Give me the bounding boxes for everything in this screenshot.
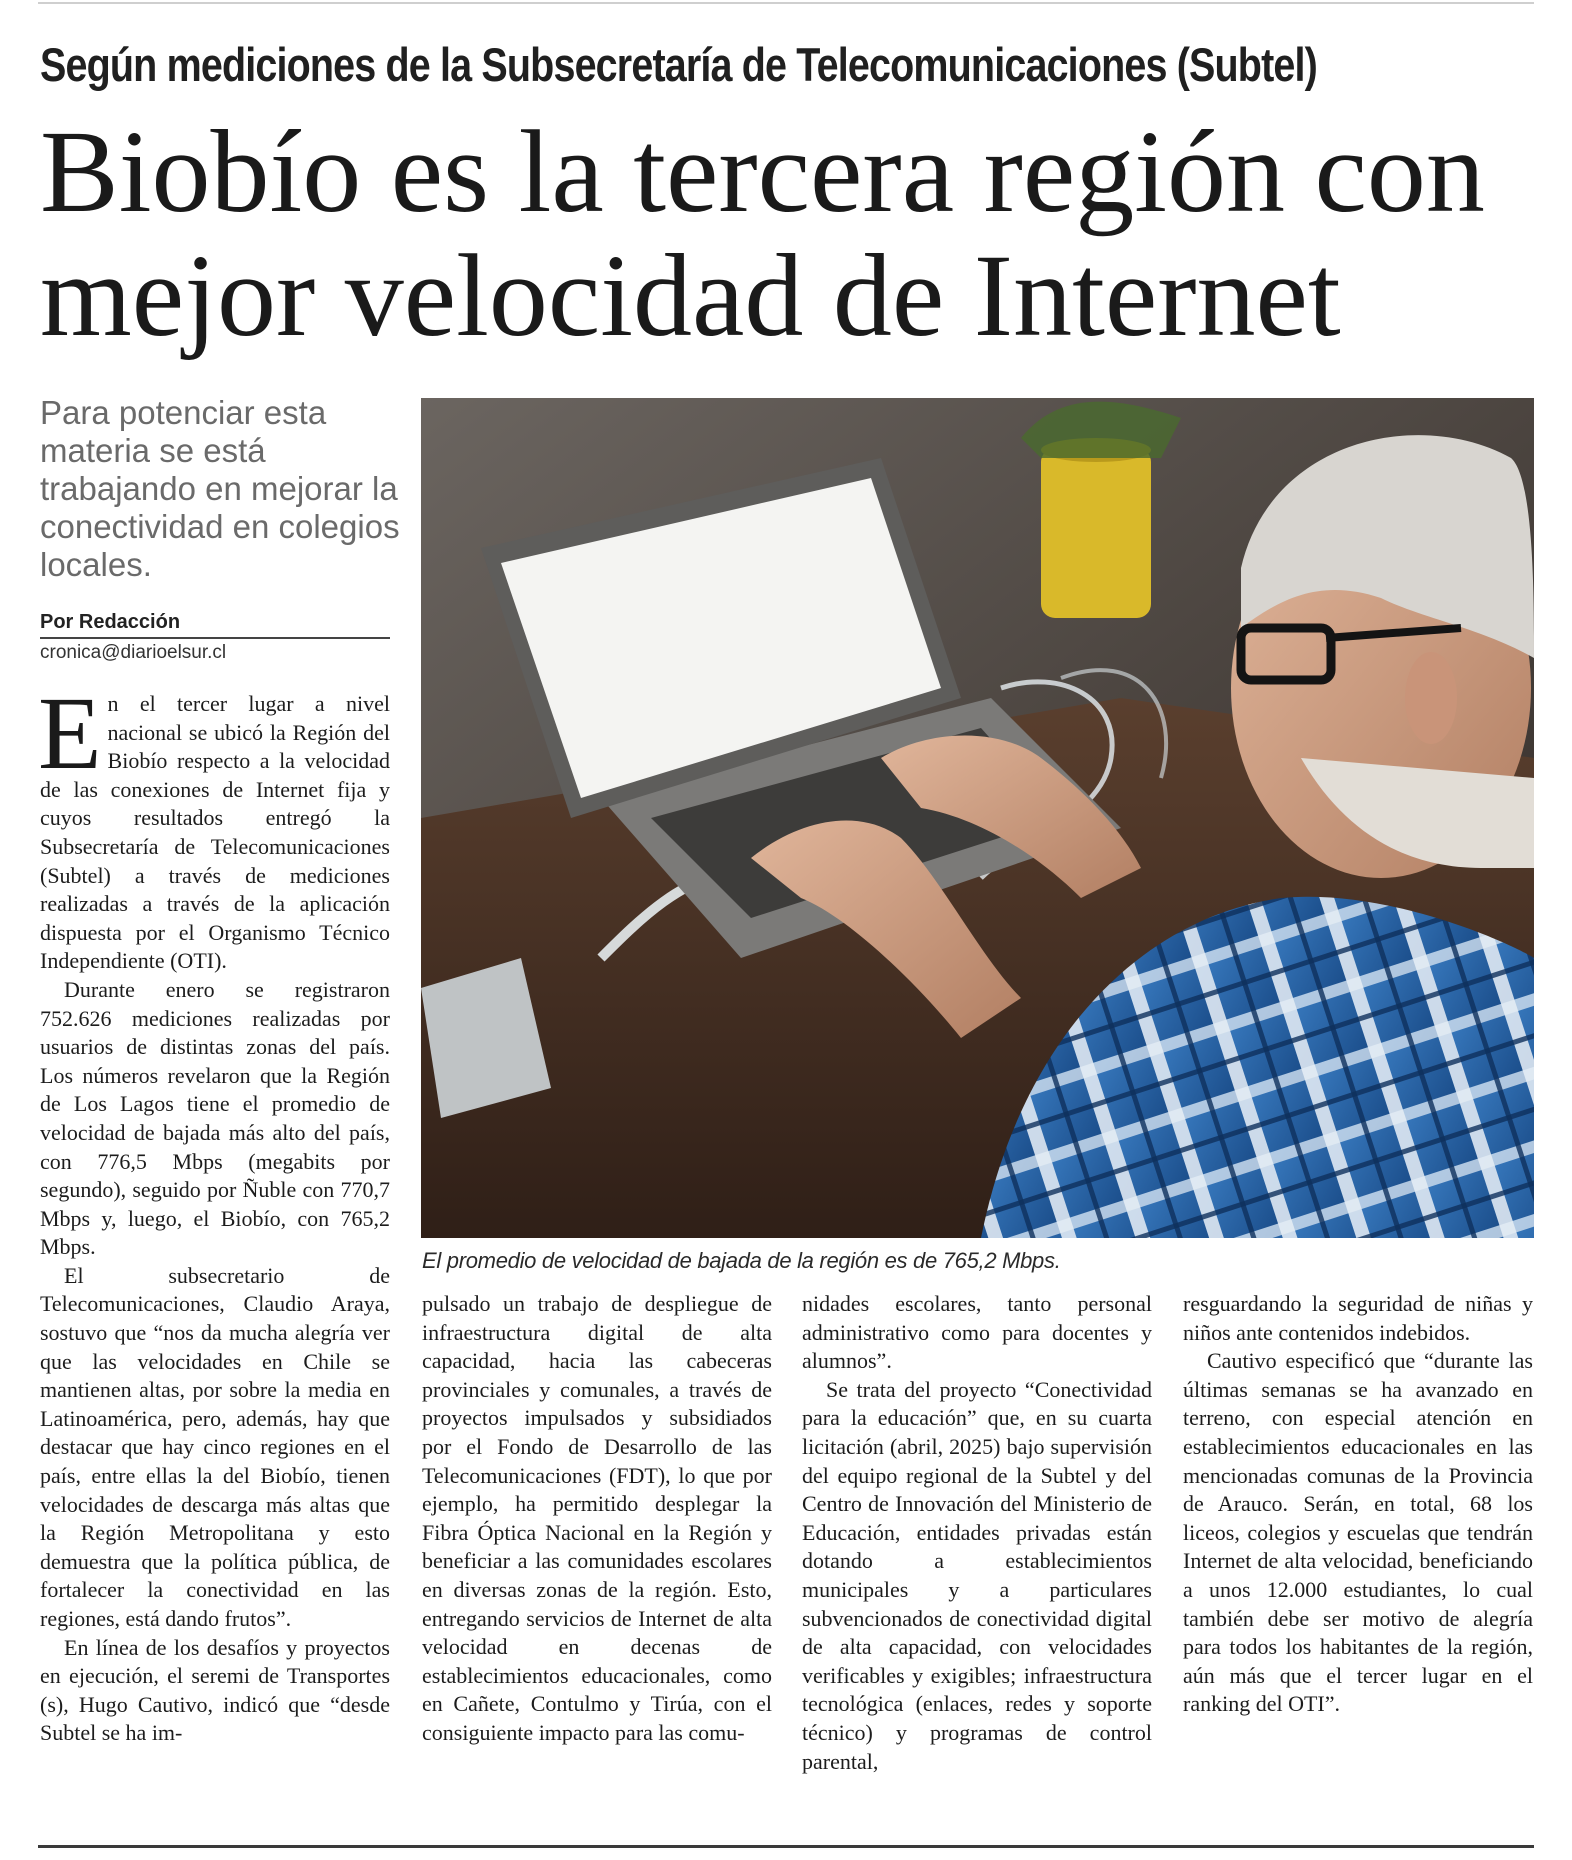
paragraph-9: Cautivo especificó que “durante las últimas semanas se ha avanzado en terreno, con especial atención en establecimientos educacionales en las mencionadas comunas de la Provincia de Arauco. Serán, en total, 68 los liceos, colegios y escuelas que tendrán Internet de alta velocidad, beneficiando a unos 12.000 estudiantes, lo cual también debe ser motivo de alegría para todos los habitantes de la región, aún más que el tercer lugar en el ranking del OTI”. (1183, 1348, 1533, 1717)
byline-email: cronica@diarioelsur.cl (40, 642, 227, 663)
bottom-rule (38, 1845, 1534, 1848)
top-rule (38, 2, 1534, 4)
drop-cap: E (38, 676, 102, 791)
article-headline (40, 106, 1560, 361)
article-deck: Para potenciar esta materia se está trabajando en mejorar la conectividad en colegios locales. (40, 394, 400, 583)
paragraph-6: nidades escolares, tanto personal administrativo como para docentes y alumnos”. (802, 1291, 1152, 1374)
paragraph-1: En el tercer lugar a nivel nacional se ubicó la Región del Biobío respecto a la velocidad de las conexiones de Internet fija y cuyos resultados entregó la Subsecretaría de Telecomunicaciones (Subtel) a través de mediciones realizadas a través de la aplicación dispuesta por el Organismo Técnico Independiente (OTI). (38, 676, 390, 974)
text-column-1 (38, 676, 390, 1748)
byline (40, 609, 390, 667)
paragraph-5: pulsado un trabajo de despliegue de infraestructura digital de alta capacidad, hacia las cabeceras provinciales y comunales, a través de proyectos impulsados y subsidiados por el Fondo de Desarrollo de las Telecomunicaciones (FDT), lo que por ejemplo, ha permitido desplegar la Fibra Óptica Nacional en la Región y beneficiar a las comunidades escolares en diversas zonas de la región. Esto, entregando servicios de Internet de alta velocidad en decenas de establecimientos educacionales, como en Cañete, Contulmo y Tirúa, con el consiguiente impacto para las comu- (422, 1291, 772, 1745)
headline-line-1: Biobío es la tercera región con (40, 106, 1485, 237)
paragraph-3: El subsecretario de Telecomunicaciones, Claudio Araya, sostuvo que “nos da mucha alegría ver que las velocidades en Chile se mantienen altas, por sobre la media en Latinoamérica, pero, además, hay que destacar que hay cinco regiones en el país, entre ellas la del Biobío, tienen velocidades de descarga más altas que la Región Metropolitana y esto demuestra que la política pública, de fortalecer la conectividad en las regiones, está dando frutos”. (40, 1262, 390, 1631)
photo-caption: El promedio de velocidad de bajada de la región es de 765,2 Mbps. (422, 1248, 1061, 1273)
paragraph-4: En línea de los desafíos y proyectos en ejecución, el seremi de Transportes (s), Hugo Cautivo, indicó que “desde Subtel se ha im- (40, 1634, 390, 1746)
paragraph-2: Durante enero se registraron 752.626 mediciones realizadas por usuarios de distintas zonas del país. Los números revelaron que la Región de Los Lagos tiene el promedio de velocidad de bajada más alto del país, con 776,5 Mbps (megabits por segundo), seguido por Ñuble con 770,7 Mbps y, luego, el Biobío, con 765,2 Mbps. (40, 976, 390, 1260)
article-kicker: Según mediciones de la Subsecretaría de Telecomunicaciones (Subtel) (40, 38, 1317, 91)
paragraph-8: resguardando la seguridad de niñas y niños ante contenidos indebidos. (1183, 1291, 1533, 1345)
headline-line-2: mejor velocidad de Internet (40, 230, 1341, 361)
photo-illustration (421, 398, 1534, 1238)
text-column-3 (802, 1290, 1152, 1776)
byline-author: Por Redacción (40, 609, 390, 639)
text-column-4 (1183, 1290, 1533, 1719)
text-column-2 (422, 1290, 772, 1748)
paragraph-7: Se trata del proyecto “Conectividad para la educación” que, en su cuarta licitación (abril, 2025) bajo supervisión del equipo regional de la Subtel y del Centro de Innovación del Ministerio de Educación, entidades privadas están dotando a establecimientos municipales y a particulares subvencionados de conectividad digital de alta capacidad, con velocidades verificables y exigibles; infraestructura tecnológica (enlaces, redes y soporte técnico) y programas de control parental, (802, 1376, 1152, 1774)
article-photo (421, 398, 1534, 1238)
